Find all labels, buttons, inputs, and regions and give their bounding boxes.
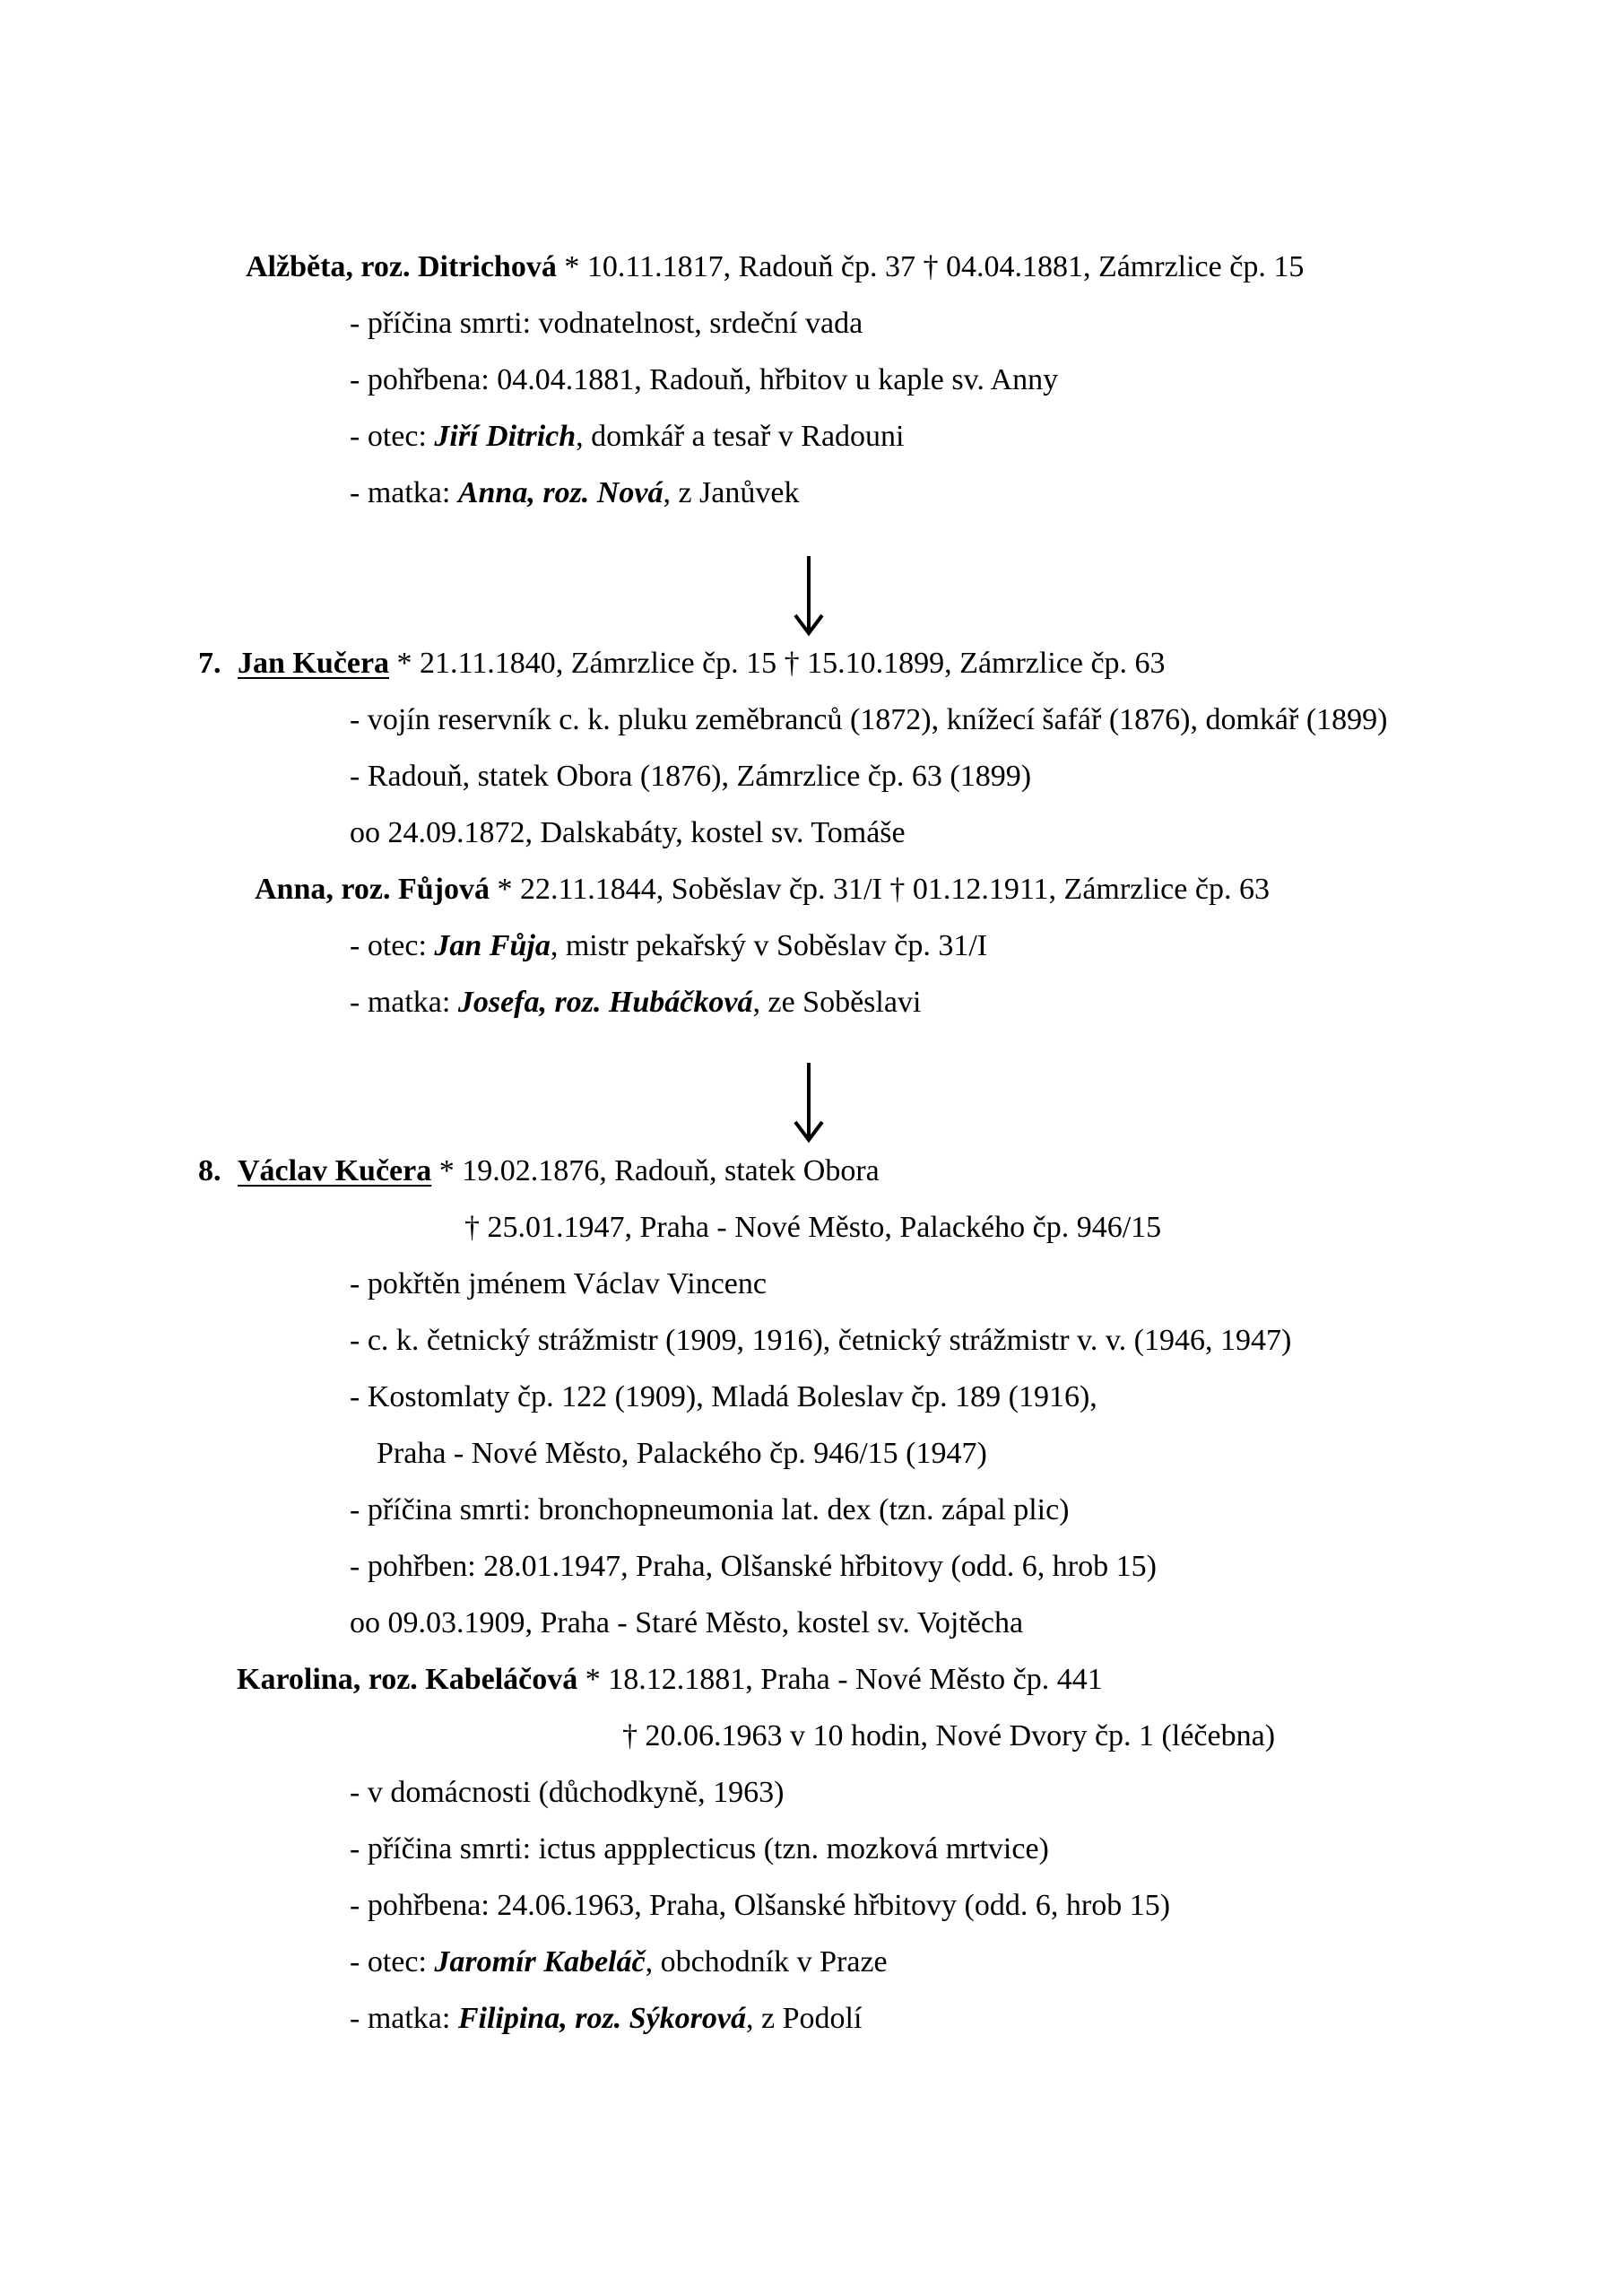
gen7-marriage: oo 24.09.1872, Dalskabáty, kostel sv. Tomáše: [350, 816, 906, 849]
spouse-name: Alžběta, roz. Ditrichová: [246, 250, 557, 283]
gen8-residence-1: - Kostomlaty čp. 122 (1909), Mladá Boleslav čp. 189 (1916),: [350, 1380, 1097, 1413]
gen8-spouse-line: [237, 1662, 1103, 1698]
spouse-line: [246, 249, 1304, 285]
gen8-name: Václav Kučera: [238, 1154, 432, 1187]
gen8-birth: * 19.02.1876, Radouň, statek Obora: [431, 1154, 880, 1187]
gen8-father-name: Jaromír Kabeláč: [434, 1945, 646, 1979]
gen8-number: 8.: [198, 1154, 221, 1187]
gen8-residence-2: Praha - Nové Město, Palackého čp. 946/15 (1947): [377, 1437, 987, 1470]
gen7-dates: * 21.11.1840, Zámrzlice čp. 15 † 15.10.1899, Zámrzlice čp. 63: [389, 647, 1166, 680]
gen8-mother-name: Filipina, roz. Sýkorová: [457, 2002, 747, 2035]
mother-name: Anna, roz. Nová: [457, 476, 664, 509]
gen7-spouse-line: [255, 872, 1270, 908]
gen8-spouse-household: - v domácnosti (důchodkyně, 1963): [350, 1776, 785, 1809]
gen8-cause-of-death: - příčina smrti: bronchopneumonia lat. dex (tzn. zápal plic): [350, 1493, 1070, 1526]
gen7-spouse-dates: * 22.11.1844, Soběslav čp. 31/I † 01.12.1911, Zámrzlice čp. 63: [489, 873, 1270, 906]
gen8-death: † 25.01.1947, Praha - Nové Město, Palackého čp. 946/15: [464, 1211, 1162, 1244]
gen7-mother-name: Josefa, roz. Hubáčková: [457, 986, 753, 1019]
gen7-mother-line: - matka: Josefa, roz. Hubáčková, ze Soběslavi: [350, 986, 922, 1019]
father-name: Jiří Ditrich: [434, 420, 577, 453]
gen8-father-line: - otec: Jaromír Kabeláč, obchodník v Praze: [350, 1945, 888, 1979]
gen8-occupation: - c. k. četnický strážmistr (1909, 1916), četnický strážmistr v. v. (1946, 1947): [350, 1324, 1292, 1357]
gen7-father-name: Jan Fůja: [434, 929, 551, 962]
down-arrow-icon: [791, 554, 827, 637]
gen8-heading: [198, 1153, 880, 1189]
down-arrow-icon: [791, 1061, 827, 1144]
gen7-spouse-name: Anna, roz. Fůjová: [255, 873, 490, 906]
gen8-spouse-cause-of-death: - příčina smrti: ictus appplecticus (tzn. mozková mrtvice): [350, 1832, 1049, 1866]
gen7-number: 7.: [198, 647, 221, 680]
gen8-spouse-birth: * 18.12.1881, Praha - Nové Město čp. 441: [577, 1663, 1103, 1696]
gen7-residence: - Radouň, statek Obora (1876), Zámrzlice čp. 63 (1899): [350, 760, 1032, 793]
gen8-spouse-name: Karolina, roz. Kabeláčová: [237, 1663, 578, 1696]
father-line: - otec: Jiří Ditrich, domkář a tesař v Radouni: [350, 420, 905, 453]
cause-of-death: - příčina smrti: vodnatelnost, srdeční vada: [350, 307, 863, 340]
mother-line: - matka: Anna, roz. Nová, z Janůvek: [350, 476, 800, 509]
gen7-occupation: - vojín reservník c. k. pluku zeměbranců (1872), knížecí šafář (1876), domkář (1899): [350, 703, 1388, 736]
gen7-heading: [198, 646, 1166, 682]
gen7-father-line: - otec: Jan Fůja, mistr pekařský v Soběslav čp. 31/I: [350, 929, 988, 962]
burial: - pohřbena: 04.04.1881, Radouň, hřbitov u kaple sv. Anny: [350, 363, 1059, 396]
gen8-marriage: oo 09.03.1909, Praha - Staré Město, kostel sv. Vojtěcha: [350, 1606, 1024, 1639]
gen8-spouse-death: † 20.06.1963 v 10 hodin, Nové Dvory čp. 1 (léčebna): [622, 1719, 1276, 1752]
gen8-mother-line: - matka: Filipina, roz. Sýkorová, z Podolí: [350, 2002, 863, 2035]
gen7-name: Jan Kučera: [238, 647, 390, 680]
gen8-baptism: - pokřtěn jménem Václav Vincenc: [350, 1267, 767, 1300]
gen8-spouse-burial: - pohřbena: 24.06.1963, Praha, Olšanské hřbitovy (odd. 6, hrob 15): [350, 1889, 1171, 1922]
gen8-burial: - pohřben: 28.01.1947, Praha, Olšanské hřbitovy (odd. 6, hrob 15): [350, 1550, 1157, 1583]
spouse-dates: * 10.11.1817, Radouň čp. 37 † 04.04.1881, Zámrzlice čp. 15: [556, 250, 1305, 283]
